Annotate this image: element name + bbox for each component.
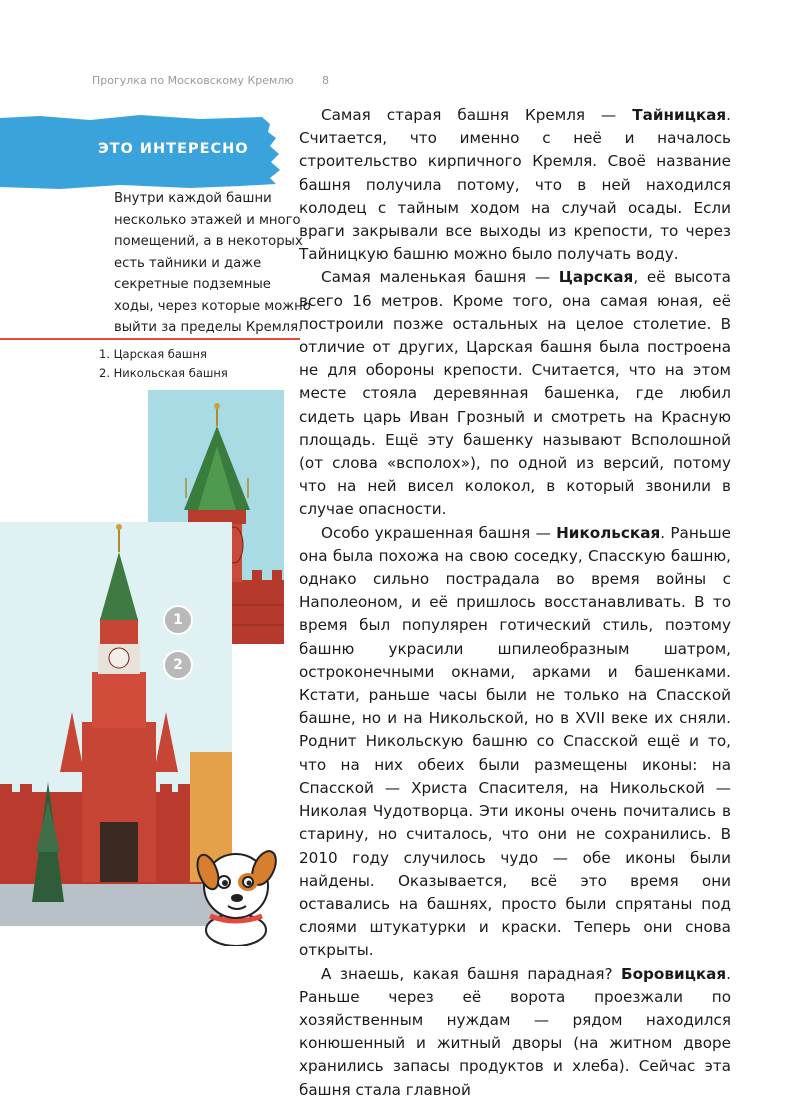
caption-1: 1. Царская башня — [99, 347, 207, 361]
caption-2: 2. Никольская башня — [99, 366, 228, 380]
text: Особо украшенная башня — — [321, 523, 557, 542]
tower-name-bold: Никольская — [556, 523, 661, 542]
cartoon-dog-mascot — [190, 842, 282, 946]
tower-name-bold: Боровицкая — [621, 964, 727, 983]
text: . Считается, что именно с неё и началось строительство кирпичного Кремля. Своё название башня получила потому, что в ней находился колодец с тайным ходом на случай осады. Если враги закрывали все выходы из крепости, то через Тайницкую башню можно было получать воду. — [299, 106, 731, 264]
tower-name-bold: Царская — [558, 268, 634, 287]
paragraph-nikolskaya — [299, 522, 731, 963]
header-title: Прогулка по Московскому Кремлю — [92, 74, 294, 87]
sidebar-fact-text: Внутри каждой башни несколько этажей и много помещений, а в некоторых есть тайники и даже секретные подземные ходы, через которые можно выйти за пределы Кремля. — [114, 191, 311, 335]
paragraph-tsarskaya — [299, 266, 731, 521]
text: . Раньше через её ворота проезжали по хозяйственным нуждам — рядом находился конюшенный и житный дворы (на житном дворе хранились запасы продуктов и хлеба). Сейчас эта башня стала главной — [299, 964, 731, 1099]
text: А знаешь, какая башня парадная? — [321, 964, 622, 983]
divider-line — [0, 338, 300, 340]
sidebar-heading: ЭТО ИНТЕРЕСНО — [98, 141, 249, 157]
paragraph-taynitskaya — [299, 104, 731, 266]
photo-number-badge-1: 1 — [163, 605, 193, 635]
page-number: 8 — [322, 74, 329, 87]
text: Самая маленькая башня — — [321, 268, 559, 287]
paragraph-borovitskaya — [299, 963, 731, 1102]
article-body — [299, 104, 731, 1102]
photo-number-badge-2: 2 — [163, 650, 193, 680]
text: . Раньше она была похожа на свою соседку, Спасскую башню, однако сильно пострадала во время войны с Наполеоном, и её пришлось восстанавливать. В то время был популярен готический стиль, поэтому башню украсили шпилеобразным шатром, остроконечными окнами, арками и башенками. Кстати, раньше часы были не только на Спасской башне, но и на Никольской, но в XVII веке их сняли. Роднит Никольскую башню со Спасской ещё и то, что на них обеих были размещены иконы: на Спасской — Христа Спасителя, на Никольской — Николая Чудотворца. Эти иконы очень почитались в старину, но считалось, что они не сохранились. В 2010 году случилось чудо — обе иконы были найдены. Оказывается, всё это время они оставались на башнях, просто были спрятаны под слоями штукатурки и краски. Теперь они снова открыты. — [299, 523, 731, 960]
text: , её высота всего 16 метров. Кроме того, она самая юная, её построили позже остальных на целое столетие. В отличие от других, Царская башня была построена не для обороны крепости. Считается, что на этом месте стояла деревянная башенка, где любил сидеть царь Иван Грозный и смотреть на Красную площадь. Ещё эту башенку называют Всполошной (от слова «всполох»), по одной из версий, потому что на ней висел колокол, в который звонили в случае опасности. — [299, 268, 731, 519]
running-header — [92, 74, 329, 87]
text: Самая старая башня Кремля — — [321, 106, 633, 124]
tower-name-bold: Тайницкая — [632, 106, 727, 124]
photo-captions — [99, 345, 228, 383]
